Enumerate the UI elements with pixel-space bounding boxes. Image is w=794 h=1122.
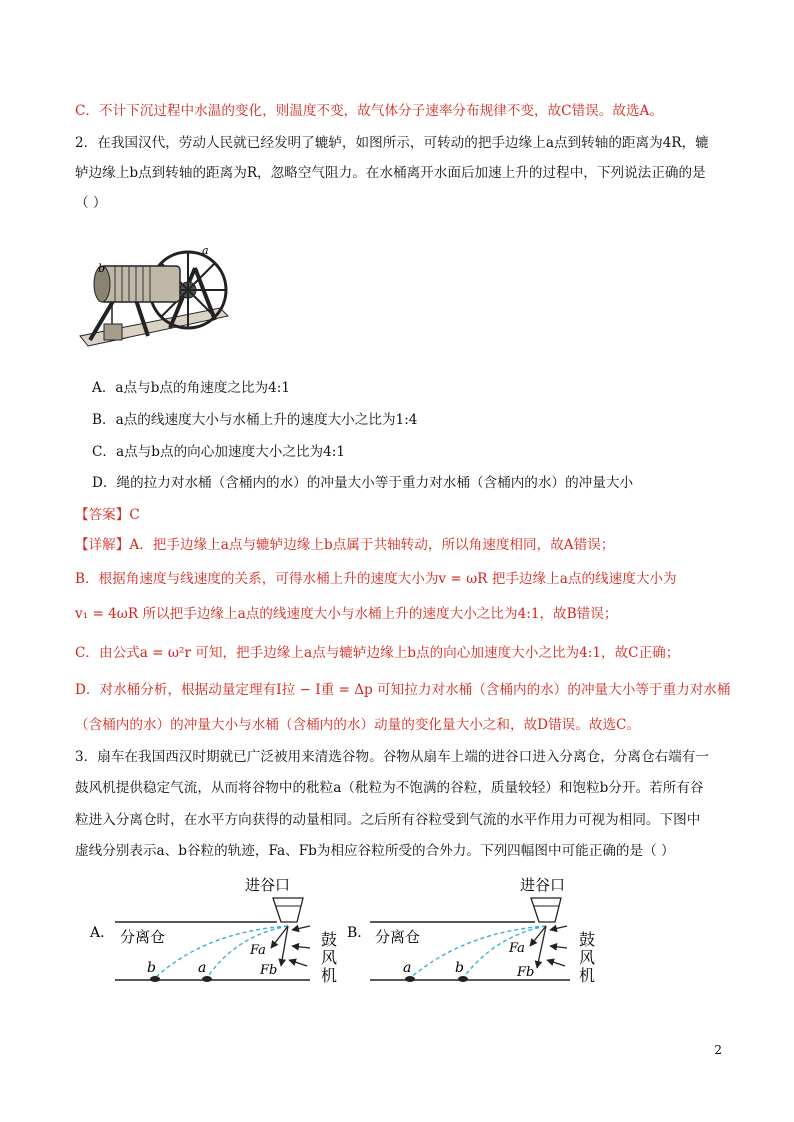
q3-stem-line1: 3．扇车在我国西汉时期就已广泛被用来清选谷物。谷物从扇车上端的进谷口进入分离仓，分离仓右端有一 (75, 749, 709, 765)
panel-b-fan-3: 机 (579, 966, 596, 985)
panel-a-option: A. (90, 925, 105, 941)
panel-a-force-b: Fb (260, 963, 278, 978)
explanation-a: 【详解】A．把手边缘上a点与辘轳边缘上b点属于共轴转动，所以角速度相同，故A错误； (75, 537, 615, 553)
panel-b-force-b: Fb (517, 965, 535, 980)
panel-a-left-particle: b (147, 960, 156, 976)
q2-stem-line3: （ ） (75, 195, 107, 211)
winnower-diagrams (85, 870, 625, 995)
explanation-b1: B．根据角速度与线速度的关系，可得水桶上升的速度大小为v = ωR 把手边缘上a点的线速度大小为 (75, 571, 677, 587)
panel-b-inlet-label: 进谷口 (520, 876, 566, 894)
panel-a-chamber-label: 分离仓 (120, 928, 166, 946)
q2-option-b: B．a点的线速度大小与水桶上升的速度大小之比为1:4 (92, 412, 418, 428)
windlass-figure (70, 228, 230, 358)
q2-option-a: A．a点与b点的角速度之比为4:1 (92, 380, 291, 396)
q3-stem-line2: 鼓风机提供稳定气流，从而将谷物中的秕粒a（秕粒为不饱满的谷粒，质量较轻）和饱粒b分开。若所有谷 (75, 780, 704, 796)
label-a: a (202, 244, 209, 257)
q3-stem-line4: 虚线分别表示a、b谷粒的轨迹，Fa、Fb为相应谷粒所受的合外力。下列四幅图中可能正确的是（ ） (75, 843, 675, 859)
panel-b-chamber-label: 分离仓 (375, 928, 421, 946)
label-b: b (98, 262, 106, 275)
q2-stem-line1: 2．在我国汉代，劳动人民就已经发明了辘轳，如图所示，可转动的把手边缘上a点到转轴的距离为4R，辘 (75, 135, 709, 151)
q3-stem-line3: 粒进入分离仓时，在水平方向获得的动量相同。之后所有谷粒受到气流的水平作用力可视为相同。下图中 (75, 812, 701, 828)
explanation-b2: v₁ = 4ωR 所以把手边缘上a点的线速度大小与水桶上升的速度大小之比为4:1，故B错误； (75, 606, 618, 622)
answer-line: 【答案】C (75, 507, 140, 523)
panel-a-fan-3: 机 (321, 966, 338, 985)
prev-answer-c: C．不计下沉过程中水温的变化，则温度不变，故气体分子速率分布规律不变，故C错误。故选A。 (75, 103, 663, 119)
panel-b-fan-2: 风 (579, 948, 596, 967)
q2-stem-line2: 轳边缘上b点到转轴的距离为R，忽略空气阻力。在水桶离开水面后加速上升的过程中，下列说法正确的是 (75, 165, 706, 181)
panel-a-fan-2: 风 (321, 948, 338, 967)
page-number: 2 (714, 1043, 722, 1057)
panel-a-right-particle: a (198, 960, 207, 976)
explanation-d1: D．对水桶分析，根据动量定理有I拉 − I重 = Δp 可知拉力对水桶（含桶内的水）的冲量大小等于重力对水桶 (75, 682, 731, 698)
panel-b-option: B. (347, 925, 362, 941)
panel-a-fan-1: 鼓 (321, 930, 338, 949)
panel-a (89, 876, 337, 985)
panel-b-left-particle: a (403, 960, 412, 976)
panel-b-right-particle: b (455, 960, 464, 976)
panel-b-fan-1: 鼓 (579, 930, 596, 949)
explanation-d2: （含桶内的水）的冲量大小与水桶（含桶内的水）动量的变化量大小之和，故D错误。故选C。 (75, 717, 641, 733)
panel-b-force-a: Fa (509, 941, 525, 956)
explanation-c: C．由公式a = ω²r 可知，把手边缘上a点与辘轳边缘上b点的向心加速度大小之比为4:1，故C正确； (75, 645, 680, 661)
q2-option-d: D．绳的拉力对水桶（含桶内的水）的冲量大小等于重力对水桶（含桶内的水）的冲量大小 (92, 475, 634, 491)
panel-b (347, 876, 595, 985)
panel-a-force-a: Fa (250, 943, 266, 958)
panel-a-inlet-label: 进谷口 (245, 876, 291, 894)
q2-option-c: C．a点与b点的向心加速度大小之比为4:1 (92, 444, 345, 460)
